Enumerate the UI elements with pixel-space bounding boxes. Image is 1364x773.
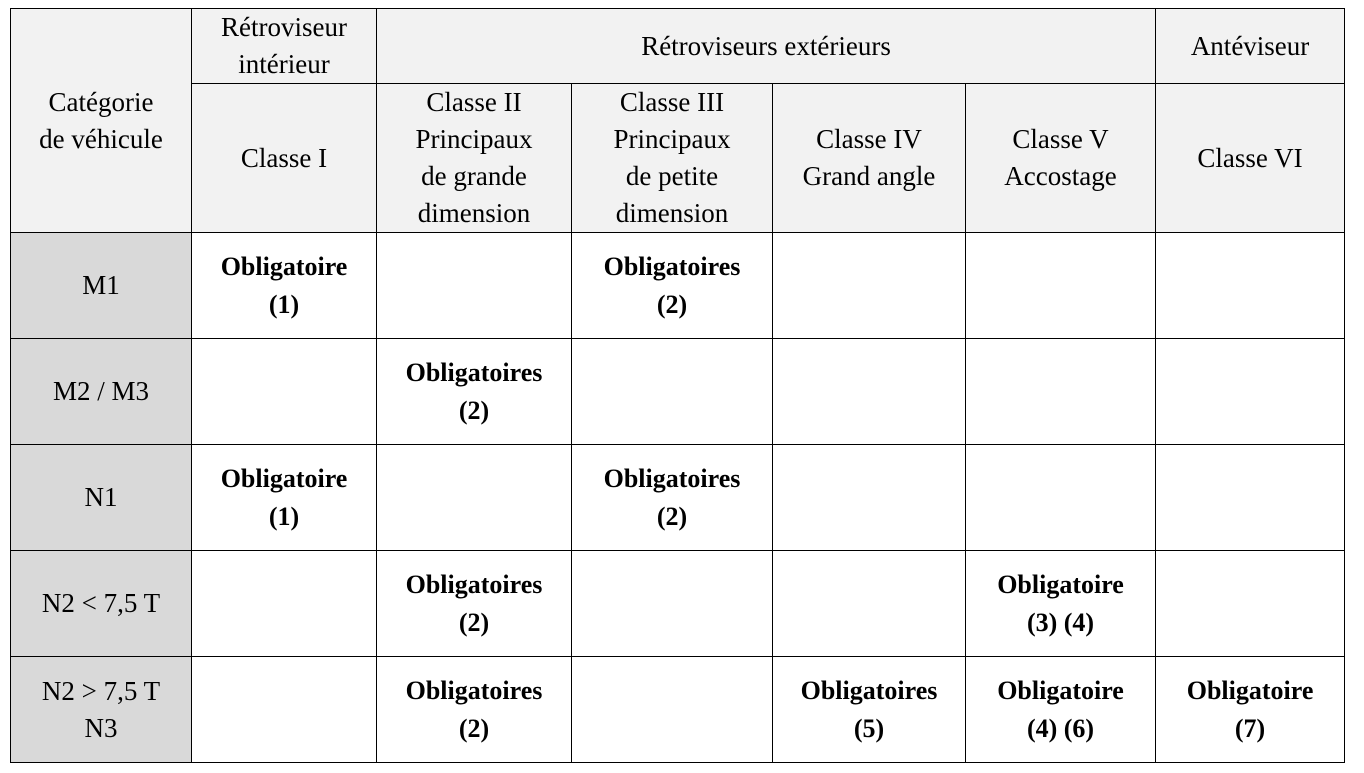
header-category-label: Catégorie de véhicule bbox=[39, 86, 163, 154]
table-cell bbox=[192, 339, 377, 445]
header-class-1 bbox=[192, 84, 377, 233]
table-cell bbox=[966, 339, 1156, 445]
row-category-label: M2 / M3 bbox=[52, 376, 150, 406]
row-category-label: N1 bbox=[84, 482, 118, 512]
row-category bbox=[11, 551, 192, 657]
header-group-exterior bbox=[377, 9, 1156, 84]
table-cell bbox=[966, 657, 1156, 763]
table-cell bbox=[773, 551, 966, 657]
table-cell bbox=[192, 657, 377, 763]
cell-value: Obligatoires (2) bbox=[603, 251, 741, 319]
table-cell bbox=[377, 233, 572, 339]
cell-value: Obligatoires (2) bbox=[405, 675, 543, 743]
header-group-front-label: Antéviseur bbox=[1190, 30, 1310, 61]
header-group-exterior-label: Rétroviseurs extérieurs bbox=[641, 30, 891, 61]
cell-value: Obligatoire (1) bbox=[220, 251, 348, 319]
table-cell bbox=[377, 445, 572, 551]
table-cell bbox=[1156, 339, 1345, 445]
table-cell bbox=[377, 551, 572, 657]
table-cell bbox=[1156, 657, 1345, 763]
header-class-5-label: Classe V Accostage bbox=[1004, 124, 1117, 191]
table-cell bbox=[773, 233, 966, 339]
table-cell bbox=[773, 657, 966, 763]
row-category-label: N2 < 7,5 T bbox=[41, 588, 161, 618]
header-class-6 bbox=[1156, 84, 1345, 233]
table-row bbox=[11, 657, 1345, 763]
table-cell bbox=[1156, 551, 1345, 657]
row-category-label: M1 bbox=[82, 270, 120, 300]
header-class-1-label: Classe I bbox=[240, 142, 328, 173]
header-group-front bbox=[1156, 9, 1345, 84]
header-class-4-label: Classe IV Grand angle bbox=[802, 124, 936, 191]
table-cell bbox=[773, 339, 966, 445]
table-cell bbox=[572, 445, 773, 551]
table-row bbox=[11, 445, 1345, 551]
header-class-2 bbox=[377, 84, 572, 233]
table-row bbox=[11, 233, 1345, 339]
table-cell bbox=[572, 339, 773, 445]
table-row bbox=[11, 551, 1345, 657]
table-cell bbox=[377, 657, 572, 763]
header-class-3-label: Classe III Principaux de petite dimension bbox=[613, 87, 731, 228]
table-cell bbox=[192, 551, 377, 657]
header-group-interior bbox=[192, 9, 377, 84]
row-category bbox=[11, 339, 192, 445]
header-group-interior-label: Rétroviseur intérieur bbox=[221, 12, 347, 79]
table-cell bbox=[773, 445, 966, 551]
header-class-6-label: Classe VI bbox=[1197, 142, 1303, 173]
table-cell bbox=[377, 339, 572, 445]
table-cell bbox=[966, 445, 1156, 551]
table-cell bbox=[572, 657, 773, 763]
mirror-requirements-table bbox=[10, 8, 1345, 763]
cell-value: Obligatoire (1) bbox=[220, 463, 348, 531]
table-cell bbox=[966, 551, 1156, 657]
header-class-3 bbox=[572, 84, 773, 233]
header-class-2-label: Classe II Principaux de grande dimension bbox=[415, 87, 533, 228]
cell-value: Obligatoires (2) bbox=[405, 569, 543, 637]
row-category-label: N2 > 7,5 T N3 bbox=[41, 675, 161, 743]
cell-value: Obligatoires (5) bbox=[800, 675, 938, 743]
cell-value: Obligatoire (3) (4) bbox=[997, 569, 1124, 637]
cell-value: Obligatoires (2) bbox=[405, 357, 543, 425]
table-cell bbox=[572, 551, 773, 657]
cell-value: Obligatoire (4) (6) bbox=[997, 675, 1124, 743]
row-category bbox=[11, 657, 192, 763]
table-cell bbox=[572, 233, 773, 339]
header-class-4 bbox=[773, 84, 966, 233]
table-cell bbox=[966, 233, 1156, 339]
table-cell bbox=[192, 445, 377, 551]
row-category bbox=[11, 233, 192, 339]
table-cell bbox=[1156, 445, 1345, 551]
cell-value: Obligatoires (2) bbox=[603, 463, 741, 531]
table-row bbox=[11, 339, 1345, 445]
table-cell bbox=[192, 233, 377, 339]
header-class-5 bbox=[966, 84, 1156, 233]
table-cell bbox=[1156, 233, 1345, 339]
header-category bbox=[11, 9, 192, 233]
cell-value: Obligatoire (7) bbox=[1186, 675, 1314, 743]
row-category bbox=[11, 445, 192, 551]
